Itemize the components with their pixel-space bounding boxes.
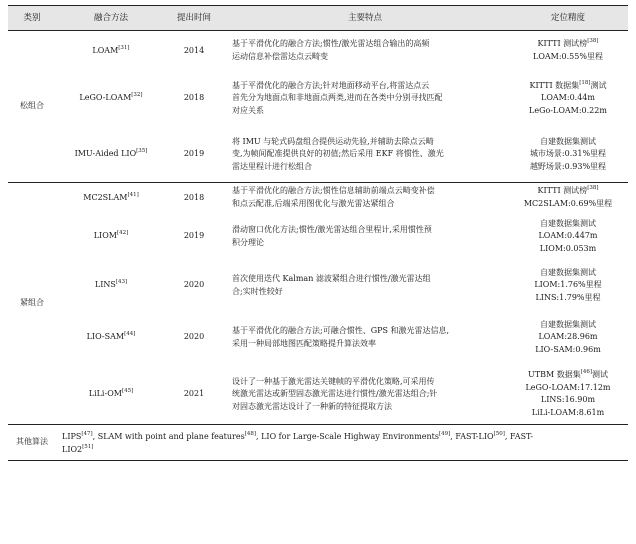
feature-line: 统激光雷达或新型固态激光雷达进行惯性/激光雷达组合;针 xyxy=(232,389,438,398)
table-row xyxy=(8,311,628,365)
table-row xyxy=(8,31,628,71)
feature-line: 积分理论 xyxy=(232,237,264,247)
method-cell: IMU-Aided LIO[35] xyxy=(56,127,166,183)
accuracy-line: 自建数据集测试 xyxy=(540,218,596,228)
accuracy-line: 自建数据集测试 xyxy=(540,319,596,329)
feature-line: 首先分为地面点和非地面点两类,进而在各类中分别寻找匹配 xyxy=(232,93,443,103)
feature-line: 变,为帧间配准提供良好的初值;然后采用 EKF 将惯性、激光 xyxy=(232,149,444,158)
year-cell: 2020 xyxy=(183,280,205,290)
year-cell: 2019 xyxy=(166,127,222,183)
ref-sup: [47] xyxy=(81,430,93,437)
method-cell: LIO-SAM[44] xyxy=(86,331,136,342)
year-cell: 2018 xyxy=(183,93,205,103)
ref-sup: [38] xyxy=(587,185,599,192)
method-ref: [35] xyxy=(136,148,148,154)
accuracy-line: LOAM:28.96m xyxy=(538,332,598,342)
method-ref: [41] xyxy=(127,191,139,198)
method-ref: [31] xyxy=(118,44,130,51)
accuracy-cell xyxy=(508,31,628,71)
features-cell xyxy=(222,127,508,183)
header-category: 类别 xyxy=(8,6,56,31)
features-cell xyxy=(222,261,508,311)
accuracy-line: 自建数据集测试 xyxy=(540,136,596,146)
method-ref: [43] xyxy=(115,279,128,286)
year-cell: 2018 xyxy=(183,192,205,202)
feature-line: 首次使用迭代 Kalman 滤波紧组合进行惯性/激光雷达组 xyxy=(232,274,431,283)
accuracy-line: 自建数据集测试 xyxy=(540,267,596,277)
other-algorithms-cell xyxy=(56,425,628,461)
accuracy-cell xyxy=(508,365,628,425)
category-cell: 其他算法 xyxy=(8,425,56,461)
table-row xyxy=(8,365,628,425)
accuracy-line: LIOM:1.76%里程 xyxy=(534,280,602,290)
feature-line: 基于平滑优化的融合方法;针对地面移动平台,将雷达点云 xyxy=(232,80,430,90)
features-cell xyxy=(222,213,508,261)
accuracy-cell xyxy=(508,213,628,261)
header-features: 主要特点 xyxy=(222,6,508,31)
category-cell: 松组合 xyxy=(8,31,56,183)
feature-line: 运动信息补偿雷达点云畸变 xyxy=(232,51,328,61)
features-cell xyxy=(222,183,508,213)
accuracy-line: MC2SLAM:0.69%里程 xyxy=(523,198,613,208)
accuracy-line: LiLi-LOAM:8.61m xyxy=(531,407,605,417)
feature-line: 和点云配准,后端采用图优化与激光雷达紧组合 xyxy=(232,198,395,208)
features-cell xyxy=(222,311,508,365)
features-cell xyxy=(222,365,508,425)
table-row xyxy=(8,71,628,127)
table-row xyxy=(8,261,628,311)
feature-line: 将 IMU 与轮式码盘组合提供运动先验,并辅助去除点云畸 xyxy=(232,136,434,146)
feature-line: 对固态激光雷达设计了一种新的特征提取方法 xyxy=(232,401,392,411)
method-ref: [42] xyxy=(116,230,129,237)
accuracy-line: LeGo-LOAM:0.22m xyxy=(529,105,607,115)
header-year: 提出时间 xyxy=(166,6,222,31)
header-accuracy: 定位精度 xyxy=(508,6,628,31)
features-cell xyxy=(222,71,508,127)
accuracy-cell xyxy=(508,71,628,127)
feature-line: 设计了一种基于激光雷达关键帧的平滑优化策略,可采用传 xyxy=(232,376,435,386)
accuracy-line: LIO-SAM:0.96m xyxy=(535,344,601,354)
feature-line: 合;实时性较好 xyxy=(232,286,283,296)
year-cell: 2014 xyxy=(183,45,205,55)
ref-sup: [18] xyxy=(579,79,591,86)
accuracy-line: KITTI 测试榜[38] xyxy=(537,185,599,196)
other-line: LIPS[47], SLAM with point and plane features[48], LIO for Large-Scale Highway Environments[49], FAST-LIO[50], FAST- xyxy=(62,430,534,441)
feature-line: 基于平滑优化的融合方法;惯性/激光雷达组合输出的高频 xyxy=(232,39,430,49)
feature-line: 滑动窗口优化方法;惯性/激光雷达组合里程计,采用惯性预 xyxy=(232,225,432,234)
header-row xyxy=(8,6,628,31)
ref-sup: [38] xyxy=(587,38,599,45)
comparison-table xyxy=(8,5,628,461)
accuracy-cell xyxy=(508,261,628,311)
other-row xyxy=(8,425,628,461)
accuracy-line: LINS:16.90m xyxy=(540,395,596,405)
table-body xyxy=(8,31,628,461)
accuracy-cell xyxy=(508,127,628,183)
feature-line: 雷达里程计进行松组合 xyxy=(232,161,312,171)
ref-sup: [49] xyxy=(439,430,451,437)
accuracy-line: 城市场景:0.31%里程 xyxy=(529,149,607,158)
features-cell xyxy=(222,31,508,71)
accuracy-cell xyxy=(508,183,628,213)
accuracy-line: LOAM:0.55%里程 xyxy=(533,51,603,61)
table-row xyxy=(8,127,628,183)
ref-sup: [46] xyxy=(580,369,592,376)
accuracy-line: LOAM:0.447m xyxy=(538,231,598,241)
method-cell: LIOM[42] xyxy=(93,230,129,241)
table-row xyxy=(8,213,628,261)
accuracy-line: LINS:1.79%里程 xyxy=(535,292,601,302)
feature-line: 基于平滑优化的融合方法;可融合惯性、GPS 和激光雷达信息, xyxy=(232,326,450,335)
year-cell: 2019 xyxy=(183,231,205,241)
year-cell: 2021 xyxy=(166,365,222,425)
accuracy-line: KITTI 测试榜[38] xyxy=(537,38,599,49)
method-ref: [32] xyxy=(131,92,143,99)
accuracy-line: LIOM:0.053m xyxy=(539,243,597,253)
accuracy-line: UTBM 数据集[46]测试 xyxy=(528,369,608,380)
ref-sup: [50] xyxy=(493,430,505,437)
method-cell: LiLi-OM[45] xyxy=(56,365,166,425)
year-cell: 2020 xyxy=(183,332,205,342)
accuracy-line: KITTI 数据集[18]测试 xyxy=(529,79,607,90)
feature-line: 采用一种局部地图匹配策略提升算法效率 xyxy=(232,338,376,348)
method-cell: MC2SLAM[41] xyxy=(83,191,139,202)
ref-sup: [51] xyxy=(82,443,94,450)
method-cell: LOAM[31] xyxy=(92,44,130,55)
category-cell: 紧组合 xyxy=(8,183,56,425)
method-cell: LINS[43] xyxy=(94,279,128,290)
accuracy-cell xyxy=(508,311,628,365)
other-line: LIO2[51] xyxy=(62,443,94,454)
header-method: 融合方法 xyxy=(56,6,166,31)
feature-line: 基于平滑优化的融合方法;惯性信息辅助前端点云畸变补偿 xyxy=(232,186,435,196)
method-ref: [44] xyxy=(124,331,136,338)
method-cell: LeGO-LOAM[32] xyxy=(79,92,143,103)
accuracy-line: 越野场景:0.93%里程 xyxy=(529,161,607,171)
feature-line: 对应关系 xyxy=(232,105,264,115)
accuracy-line: LeGO-LOAM:17.12m xyxy=(525,382,611,392)
accuracy-line: LOAM:0.44m xyxy=(541,93,595,103)
table-row xyxy=(8,183,628,213)
method-ref: [45] xyxy=(121,388,134,394)
ref-sup: [48] xyxy=(244,430,257,437)
